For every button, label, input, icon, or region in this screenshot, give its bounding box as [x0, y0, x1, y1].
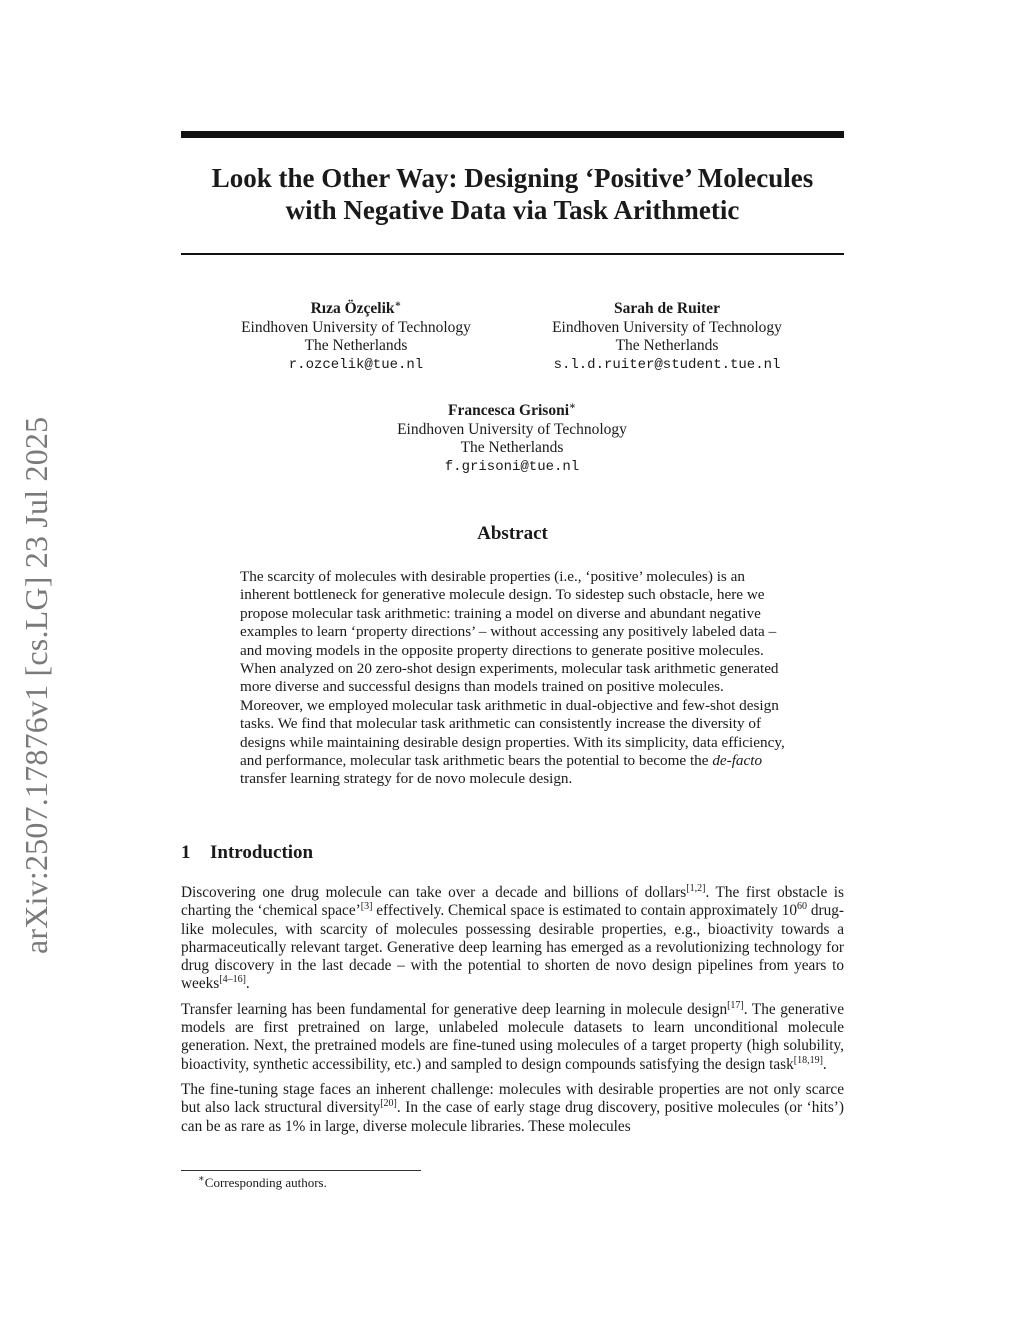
corresponding-mark: ∗	[569, 400, 576, 412]
title-line-2: with Negative Data via Task Arithmetic	[285, 195, 740, 225]
italic-term: de-facto	[712, 752, 763, 770]
citation[interactable]: [17]	[727, 999, 744, 1011]
arxiv-identifier: arXiv:2507.17876v1 [cs.LG] 23 Jul 2025	[18, 416, 54, 954]
citation[interactable]: [3]	[360, 901, 373, 913]
paragraph-3: The fine-tuning stage faces an inherent challenge: molecules with desirable properties are not only scarce but also lack structural diversity[20]. In the case of early stage drug discovery, positive molecules (or ‘hits’) can be as rare as 1% in large, diverse molecule libraries. These molecules	[181, 1080, 844, 1135]
exponent: 60	[797, 901, 807, 913]
author-country: The Netherlands	[615, 337, 719, 354]
section-title: Introduction	[210, 842, 314, 863]
citation[interactable]: [1,2]	[686, 882, 706, 894]
footnote-mark: ∗	[198, 1173, 205, 1185]
author-email[interactable]: f.grisoni@tue.nl	[444, 458, 580, 475]
title-top-rule	[181, 131, 844, 138]
author-block-1	[226, 300, 486, 374]
author-block-3	[382, 402, 642, 476]
footnote-text: Corresponding authors.	[204, 1175, 327, 1190]
author-email[interactable]: s.l.d.ruiter@student.tue.nl	[553, 356, 781, 373]
citation[interactable]: [4–16]	[219, 974, 246, 986]
paper-title	[181, 162, 844, 226]
author-affiliation: Eindhoven University of Technology	[241, 318, 471, 336]
section-number: 1	[181, 842, 191, 863]
citation[interactable]: [18,19]	[793, 1054, 823, 1066]
author-affiliation: Eindhoven University of Technology	[397, 420, 627, 438]
author-name: Francesca Grisoni	[448, 402, 570, 419]
abstract-heading: Abstract	[477, 523, 548, 544]
author-country: The Netherlands	[304, 337, 408, 354]
paragraph-1: Discovering one drug molecule can take over a decade and billions of dollars[1,2]. The first obstacle is charting the ‘chemical space’[3] effectively. Chemical space is estimated to contain approximately $10^{60}$ drug-like molecules, with scarcity of molecules possessing desirable properties, e.g., bioactivity towards a pharmaceutically relevant target. Generative deep learning has emerged as a revolutionizing technology for drug discovery in the last decade – with the potential to shorten de novo design pipelines from years to weeks[4–16].	[181, 882, 844, 993]
author-country: The Netherlands	[460, 439, 564, 456]
title-line-1: Look the Other Way: Designing ‘Positive’ Molecules	[211, 163, 814, 193]
author-name: Rıza Özçelik	[310, 300, 395, 317]
introduction-body	[181, 884, 844, 1143]
paragraph-2: Transfer learning has been fundamental for generative deep learning in molecule design[17]. The generative models are first pretrained on large, unlabeled molecule datasets to learn unconditional molecule generation. Next, the pretrained models are fine-tuned using molecules of a target property (high solubility, bioactivity, synthetic accessibility, etc.) and sampled to design compounds satisfying the design task[18,19].	[181, 999, 844, 1073]
author-name: Sarah de Ruiter	[614, 300, 720, 317]
corresponding-mark: ∗	[394, 298, 402, 310]
author-email[interactable]: r.ozcelik@tue.nl	[288, 356, 424, 373]
author-affiliation: Eindhoven University of Technology	[552, 318, 782, 336]
author-block-2	[536, 300, 798, 374]
footnote	[198, 1175, 327, 1191]
footnote-rule	[181, 1170, 421, 1171]
title-bottom-rule	[181, 253, 844, 255]
citation[interactable]: [20]	[380, 1098, 397, 1110]
section-heading	[181, 842, 313, 864]
abstract-text: The scarcity of molecules with desirable properties (i.e., ‘positive’ molecules) is an inherent bottleneck for generative molecule design. To sidestep such obstacle, here we propose molecular task arithmetic: training a model on diverse and abundant negative examples to learn ‘property directions’ – without accessing any positively labeled data – and moving models in the opposite property directions to generate positive molecules. When analyzed on 20 zero-shot design experiments, molecular task arithmetic generated more diverse and successful designs than models trained on positive molecules. Moreover, we employed molecular task arithmetic in dual-objective and few-shot design tasks. We find that molecular task arithmetic can consistently increase the diversity of designs while maintaining desirable design properties. With its simplicity, data efficiency, and performance, molecular task arithmetic bears the potential to become the de-facto transfer learning strategy for de novo molecule design.	[240, 568, 785, 788]
